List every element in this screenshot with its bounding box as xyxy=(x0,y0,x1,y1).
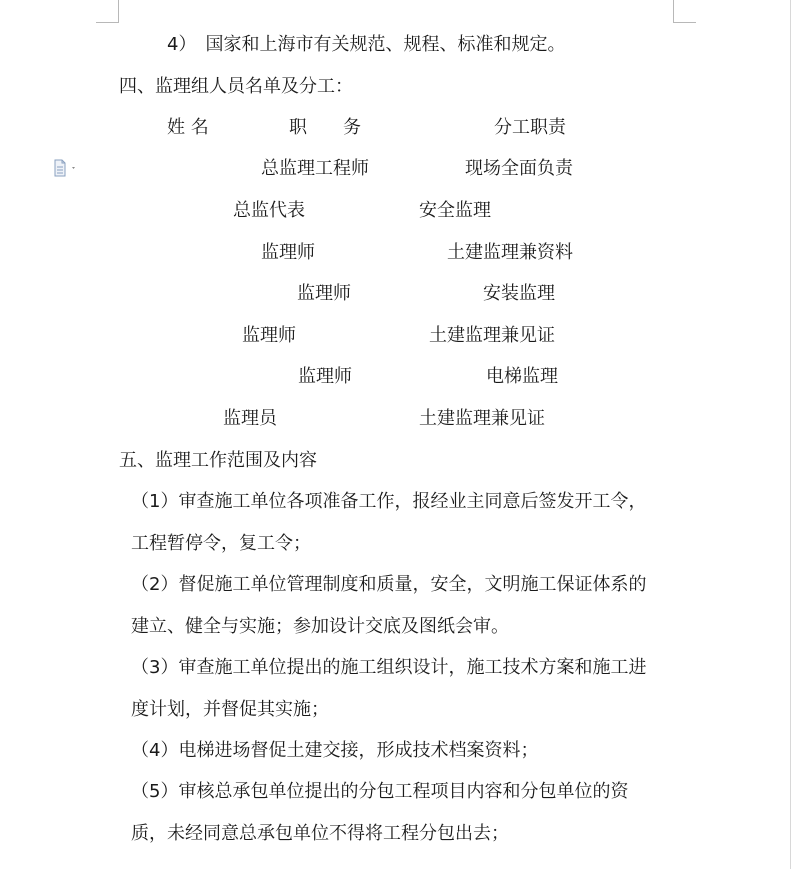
reference-item-4: 4） 国家和上海市有关规范、规程、标准和规定。 xyxy=(167,34,566,55)
row-5-position: 监理师 xyxy=(242,325,296,346)
paragraph-5-line-1: （5）审核总承包单位提出的分包工程项目内容和分包单位的资 xyxy=(131,781,629,802)
row-6-duty: 电梯监理 xyxy=(486,366,558,387)
paragraph-4-line-1: （4）电梯进场督促土建交接，形成技术档案资料； xyxy=(131,740,539,761)
section-4-heading: 四、监理组人员名单及分工： xyxy=(119,76,353,97)
row-4-duty: 安装监理 xyxy=(483,283,555,304)
page-right-edge xyxy=(790,0,791,869)
row-3-duty: 土建监理兼资料 xyxy=(447,242,573,263)
header-name: 姓 名 xyxy=(167,117,209,138)
row-6-position: 监理师 xyxy=(298,366,352,387)
row-5-duty: 土建监理兼见证 xyxy=(429,325,555,346)
row-4-position: 监理师 xyxy=(297,283,351,304)
row-2-position: 总监代表 xyxy=(233,200,305,221)
page-corner-mark-top-right xyxy=(673,0,696,23)
paragraph-5-line-2: 质，未经同意总承包单位不得将工程分包出去； xyxy=(131,823,509,844)
row-2-duty: 安全监理 xyxy=(419,200,491,221)
paragraph-1-line-2: 工程暂停令，复工令； xyxy=(131,533,311,554)
document-paragraph-icon[interactable] xyxy=(53,159,79,177)
row-3-position: 监理师 xyxy=(261,242,315,263)
header-duty: 分工职责 xyxy=(494,117,566,138)
paragraph-3-line-2: 度计划，并督促其实施； xyxy=(131,699,329,720)
paragraph-1-line-1: （1）审查施工单位各项准备工作，报经业主同意后签发开工令， xyxy=(131,491,647,512)
row-1-duty: 现场全面负责 xyxy=(465,158,573,179)
paragraph-2-line-1: （2）督促施工单位管理制度和质量，安全，文明施工保证体系的 xyxy=(131,574,647,595)
row-7-duty: 土建监理兼见证 xyxy=(419,408,545,429)
header-position: 职 务 xyxy=(289,117,361,138)
page-corner-mark-top-left xyxy=(96,0,119,23)
paragraph-2-line-2: 建立、健全与实施；参加设计交底及图纸会审。 xyxy=(131,616,509,637)
paragraph-3-line-1: （3）审查施工单位提出的施工组织设计，施工技术方案和施工进 xyxy=(131,657,647,678)
section-5-heading: 五、监理工作范围及内容 xyxy=(119,450,317,471)
row-7-position: 监理员 xyxy=(223,408,277,429)
row-1-position: 总监理工程师 xyxy=(261,158,369,179)
